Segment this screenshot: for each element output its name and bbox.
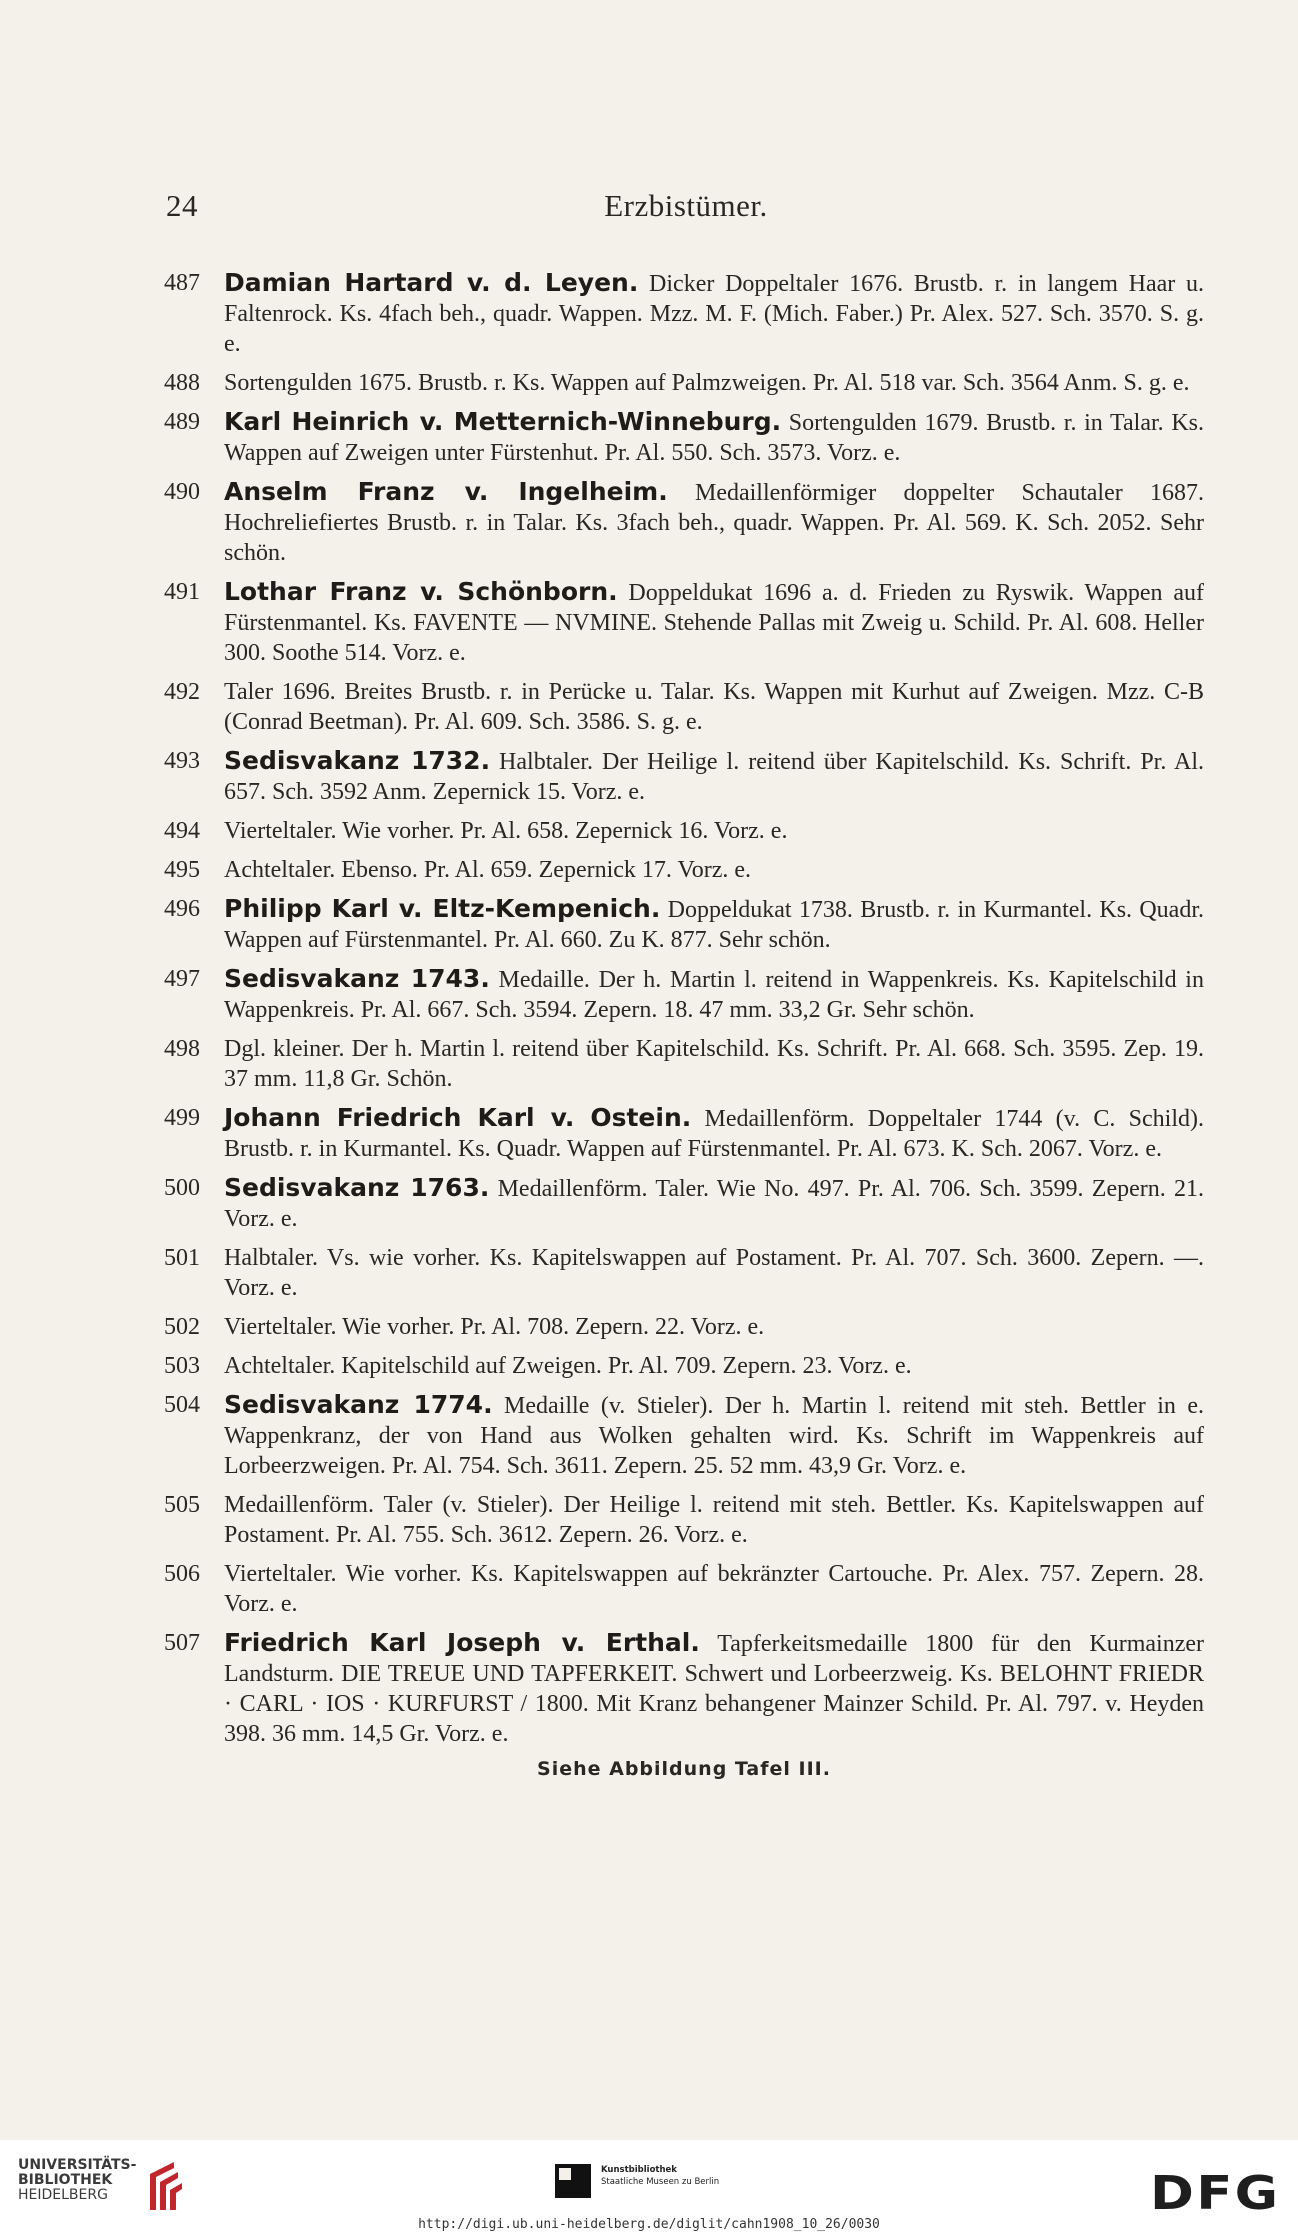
catalog-entry xyxy=(164,1243,1204,1303)
entry-ruler-name: Damian Hartard v. d. Leyen. xyxy=(224,268,639,297)
dfg-logo[interactable]: DFG xyxy=(1149,2166,1280,2220)
entry-description: Dicker Doppeltaler 1676. Brustb. r. in langem Haar u. Faltenrock. Ks. 4fach beh., quadr. Wappen. Mzz. M. F. (Mich. Faber.) Pr. Alex. 527. Sch. 3570. S. g. e. xyxy=(224,271,1204,357)
catalog-entry xyxy=(164,1351,1204,1381)
entry-ruler-name: Sedisvakanz 1732. xyxy=(224,746,491,775)
entry-description: Taler 1696. Breites Brustb. r. in Perücke u. Talar. Ks. Wappen mit Kurhut auf Zweigen. Mzz. C-B (Conrad Beetman). Pr. Al. 609. Sch. 3586. S. g. e. xyxy=(224,679,1204,735)
catalog-entry xyxy=(164,1173,1204,1234)
university-library-logo[interactable] xyxy=(18,2158,188,2218)
entry-description: Halbtaler. Der Heilige l. reitend über Kapitelschild. Ks. Schrift. Pr. Al. 657. Sch. 3592 Anm. Zepernick 15. Vorz. e. xyxy=(224,749,1204,805)
kb-logo-line1: Kunstbibliothek xyxy=(601,2165,677,2175)
catalog-entry xyxy=(164,1312,1204,1342)
entry-number: 496 xyxy=(164,896,200,922)
page-header xyxy=(166,188,1206,228)
uni-logo-line3: HEIDELBERG xyxy=(18,2187,108,2203)
entry-ruler-name: Sedisvakanz 1743. xyxy=(224,964,490,993)
entry-number: 500 xyxy=(164,1175,200,1201)
entry-description: Doppeldukat 1738. Brustb. r. in Kurmantel. Ks. Quadr. Wappen auf Fürstenmantel. Pr. Al. 660. Zu K. 877. Sehr schön. xyxy=(224,897,1204,953)
catalog-entry xyxy=(164,1559,1204,1619)
catalog-entry xyxy=(164,746,1204,807)
entry-number: 494 xyxy=(164,818,200,844)
catalog-entry xyxy=(164,964,1204,1025)
entry-number: 488 xyxy=(164,370,200,396)
entry-ruler-name: Friedrich Karl Joseph v. Erthal. xyxy=(224,1628,700,1657)
entry-number: 504 xyxy=(164,1392,200,1418)
entry-description: Halbtaler. Vs. wie vorher. Ks. Kapitelswappen auf Postament. Pr. Al. 707. Sch. 3600. Zepern. —. Vorz. e. xyxy=(224,1245,1204,1301)
entry-ruler-name: Philipp Karl v. Eltz-Kempenich. xyxy=(224,894,661,923)
entry-number: 487 xyxy=(164,270,200,296)
entry-ruler-name: Karl Heinrich v. Metternich-Winneburg. xyxy=(224,407,782,436)
catalog-entry xyxy=(164,368,1204,398)
catalog-entry xyxy=(164,1490,1204,1550)
entry-number: 489 xyxy=(164,409,200,435)
entry-description: Vierteltaler. Wie vorher. Ks. Kapitelswappen auf bekränzter Cartouche. Pr. Alex. 757. Zepern. 28. Vorz. e. xyxy=(224,1561,1204,1617)
entry-description: Medaille. Der h. Martin l. reitend in Wappenkreis. Ks. Kapitelschild in Wappenkreis. Pr. Al. 667. Sch. 3594. Zepern. 18. 47 mm. 33,2 Gr. Sehr schön. xyxy=(224,967,1204,1023)
catalog-entry xyxy=(164,816,1204,846)
footer-bar xyxy=(0,2140,1298,2237)
source-url[interactable]: http://digi.ub.uni-heidelberg.de/diglit/cahn1908_10_26/0030 xyxy=(418,2217,880,2232)
catalog-entry xyxy=(164,677,1204,737)
entry-number: 495 xyxy=(164,857,200,883)
catalog-entry xyxy=(164,1103,1204,1164)
entry-description: Medaillenförm. Taler. Wie No. 497. Pr. Al. 706. Sch. 3599. Zepern. 21. Vorz. e. xyxy=(224,1176,1204,1232)
entry-description: Vierteltaler. Wie vorher. Pr. Al. 708. Zepern. 22. Vorz. e. xyxy=(224,1314,765,1340)
kunstbibliothek-emblem-icon xyxy=(553,2162,593,2200)
entry-number: 501 xyxy=(164,1245,200,1271)
entry-ruler-name: Johann Friedrich Karl v. Ostein. xyxy=(224,1103,692,1132)
entry-description: Doppeldukat 1696 a. d. Frieden zu Ryswik. Wappen auf Fürstenmantel. Ks. FAVENTE — NVMINE. Stehende Pallas mit Zweig u. Schild. Pr. Al. 608. Heller 300. Soothe 514. Vorz. e. xyxy=(224,580,1204,666)
catalog-entry xyxy=(164,477,1204,568)
entry-number: 502 xyxy=(164,1314,200,1340)
entry-number: 505 xyxy=(164,1492,200,1518)
entry-number: 498 xyxy=(164,1036,200,1062)
entry-description: Dgl. kleiner. Der h. Martin l. reitend über Kapitelschild. Ks. Schrift. Pr. Al. 668. Sch. 3595. Zep. 19. 37 mm. 11,8 Gr. Schön. xyxy=(224,1036,1204,1092)
uni-logo-line2: BIBLIOTHEK xyxy=(18,2172,113,2188)
plate-reference-note: Siehe Abbildung Tafel III. xyxy=(537,1758,831,1780)
entry-description: Sortengulden 1679. Brustb. r. in Talar. Ks. Wappen auf Zweigen unter Fürstenhut. Pr. Al. 550. Sch. 3573. Vorz. e. xyxy=(224,410,1204,466)
page-title: Erzbistümer. xyxy=(604,188,768,223)
catalog-entry xyxy=(164,1628,1204,1749)
page-number: 24 xyxy=(166,188,198,223)
entry-ruler-name: Anselm Franz v. Ingelheim. xyxy=(224,477,668,506)
entry-description: Medaillenförm. Doppeltaler 1744 (v. C. Schild). Brustb. r. in Kurmantel. Ks. Quadr. Wappen auf Fürstenmantel. Pr. Al. 673. K. Sch. 2067. Vorz. e. xyxy=(224,1106,1204,1162)
entry-number: 497 xyxy=(164,966,200,992)
catalog-entry xyxy=(164,1390,1204,1481)
catalog-entry xyxy=(164,577,1204,668)
entry-description: Sortengulden 1675. Brustb. r. Ks. Wappen auf Palmzweigen. Pr. Al. 518 var. Sch. 3564 Anm. S. g. e. xyxy=(224,370,1190,396)
university-emblem-icon xyxy=(144,2160,184,2212)
catalog-entry xyxy=(164,1034,1204,1094)
uni-logo-line1: UNIVERSITÄTS- xyxy=(18,2157,137,2173)
entry-description: Medaille (v. Stieler). Der h. Martin l. reitend mit steh. Bettler in e. Wappenkranz, der von Hand aus Wolken gehalten wird. Ks. Schrift im Wappenkreis auf Lorbeerzweigen. Pr. Al. 754. Sch. 3611. Zepern. 25. 52 mm. 43,9 Gr. Vorz. e. xyxy=(224,1393,1204,1479)
entry-ruler-name: Lothar Franz v. Schönborn. xyxy=(224,577,618,606)
catalog-entry xyxy=(164,894,1204,955)
catalog-entries xyxy=(164,268,1204,1780)
entry-description: Medaillenförm. Taler (v. Stieler). Der Heilige l. reitend mit steh. Bettler. Ks. Kapitelswappen auf Postament. Pr. Al. 755. Sch. 3612. Zepern. 26. Vorz. e. xyxy=(224,1492,1204,1548)
entry-description: Achteltaler. Kapitelschild auf Zweigen. Pr. Al. 709. Zepern. 23. Vorz. e. xyxy=(224,1353,912,1379)
entry-description: Achteltaler. Ebenso. Pr. Al. 659. Zepernick 17. Vorz. e. xyxy=(224,857,752,883)
entry-description: Tapferkeitsmedaille 1800 für den Kurmainzer Landsturm. DIE TREUE UND TAPFERKEIT. Schwert und Lorbeerzweig. Ks. BELOHNT FRIEDR · CARL · IOS · KURFURST / 1800. Mit Kranz behangener Mainzer Schild. Pr. Al. 797. v. Heyden 398. 36 mm. 14,5 Gr. Vorz. e. xyxy=(224,1631,1204,1747)
entry-ruler-name: Sedisvakanz 1763. xyxy=(224,1173,490,1202)
kunstbibliothek-logo[interactable] xyxy=(553,2162,753,2202)
entry-number: 503 xyxy=(164,1353,200,1379)
entry-description: Medaillenförmiger doppelter Schautaler 1687. Hochreliefiertes Brustb. r. in Talar. Ks. 3fach beh., quadr. Wappen. Pr. Al. 569. K. Sch. 2052. Sehr schön. xyxy=(224,480,1205,566)
entry-number: 507 xyxy=(164,1630,200,1656)
entry-number: 491 xyxy=(164,579,200,605)
entry-description: Vierteltaler. Wie vorher. Pr. Al. 658. Zepernick 16. Vorz. e. xyxy=(224,818,788,844)
catalog-entry xyxy=(164,407,1204,468)
kb-logo-line2: Staatliche Museen zu Berlin xyxy=(601,2177,720,2187)
entry-number: 490 xyxy=(164,479,200,505)
entry-number: 499 xyxy=(164,1105,200,1131)
catalog-entry xyxy=(164,855,1204,885)
entry-number: 492 xyxy=(164,679,200,705)
catalog-entry xyxy=(164,268,1204,359)
entry-number: 506 xyxy=(164,1561,200,1587)
entry-number: 493 xyxy=(164,748,200,774)
entry-ruler-name: Sedisvakanz 1774. xyxy=(224,1390,493,1419)
